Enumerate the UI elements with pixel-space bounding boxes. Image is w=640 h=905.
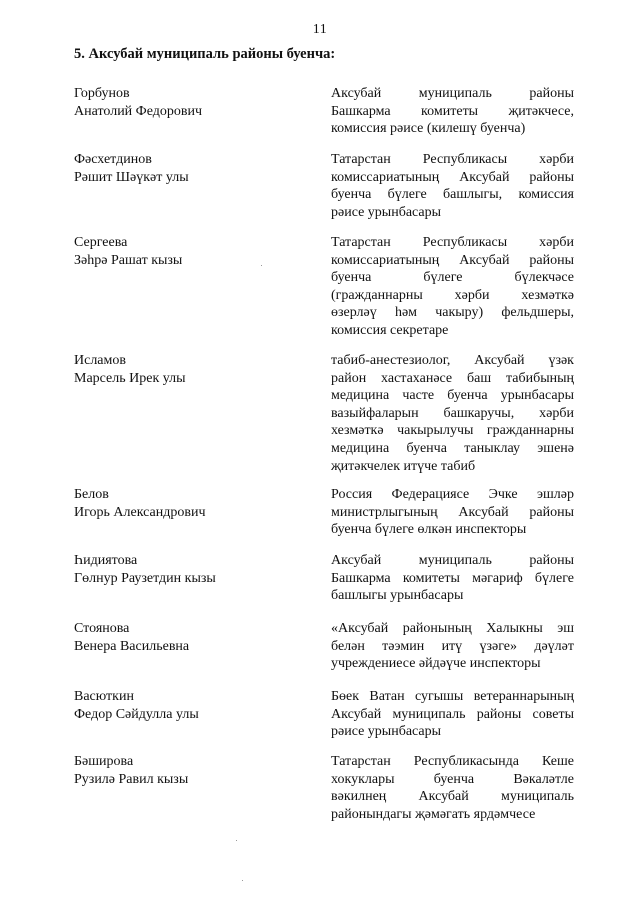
member-surname: Бәширова [74,754,134,769]
member-role [331,486,574,539]
member-role-line: буенча бүлеге бүлекчәсе [331,270,574,286]
member-role-line: комиссариатының Аксубай районы [331,252,574,268]
member-role [331,234,574,340]
member-role-line: вәкилнең Аксубай муниципаль [331,789,574,805]
member-surname: Горбунов [74,86,130,101]
member-role-line: белән тәэмин итү үзәге» дәүләт [331,638,574,654]
member-role-line: «Аксубай районының Халыкны эш [331,621,574,636]
member-name [74,234,314,269]
member-role-line: хезмәткә чакырылучы гражданнарны [331,423,574,439]
member-role [331,552,574,605]
member-given-names: Венера Васильевна [74,638,190,654]
scan-speck [242,880,243,881]
member-role [331,620,574,673]
page-number: 11 [312,22,328,37]
member-name [74,753,314,788]
member-role-line: рәисе урынбасары [331,724,442,740]
section-heading: 5. Аксубай муниципаль районы буенча: [74,46,336,62]
member-name [74,688,314,723]
member-given-names: Рузилә Равил кызы [74,771,189,787]
member-role [331,85,574,138]
member-role-line: район хастаханәсе баш табибының [331,370,574,386]
member-role-line: Бөек Ватан сугышы ветераннарының [331,689,574,704]
member-role-line: медицина часте буенча урынбасары [331,388,574,404]
member-role-line: җитәкчелек итүче табиб [331,458,476,474]
member-role-line: хокуклары буенча Вәкаләтле [331,771,574,787]
member-role-line: комиссия рәисе (килешү буенча) [331,121,526,137]
member-role-line: Татарстан Республикасы хәрби [331,235,574,250]
member-role-line: медицина буенча таныклау эшенә [331,440,574,456]
member-role-line: Аксубай муниципаль районы советы [331,706,574,722]
member-given-names: Марсель Ирек улы [74,370,186,386]
member-surname: Һидиятова [74,553,138,568]
scan-speck [261,265,262,266]
member-role-line: Татарстан Республикасында Кеше [331,754,574,769]
member-role [331,352,574,475]
member-role-line: Татарстан Республикасы хәрби [331,152,574,167]
member-surname: Сергеева [74,235,128,250]
member-role [331,753,574,823]
member-role [331,151,574,221]
member-role-line: районындагы җәмәгать ярдәмчесе [331,806,536,822]
member-surname: Васюткин [74,689,134,704]
member-name [74,352,314,387]
member-given-names: Рәшит Шәүкәт улы [74,169,189,185]
member-given-names: Гөлнур Раузетдин кызы [74,570,216,586]
member-name [74,552,314,587]
member-name [74,620,314,655]
member-name [74,486,314,521]
member-role-line: комиссия секретаре [331,322,449,338]
member-role-line: учреждениесе әйдәүче инспекторы [331,656,541,672]
member-role-line: өзерләү һәм чакыру) фельдшеры, [331,305,574,321]
member-role-line: рәисе урынбасары [331,204,442,220]
scan-speck [236,840,237,841]
member-surname: Стоянова [74,621,130,636]
member-role-line: Аксубай муниципаль районы [331,553,574,568]
member-surname: Фәсхетдинов [74,152,152,167]
member-role [331,688,574,741]
member-role-line: табиб-анестезиолог, Аксубай үзәк [331,353,574,368]
member-role-line: Башкарма комитеты җитәкчесе, [331,103,574,119]
member-role-line: (гражданнарны хәрби хезмәткә [331,287,574,303]
member-role-line: Башкарма комитеты мәгариф бүлеге [331,570,574,586]
member-role-line: башлыгы урынбасары [331,588,464,604]
member-surname: Исламов [74,353,126,368]
member-role-line: комиссариатының Аксубай районы [331,169,574,185]
member-surname: Белов [74,487,109,502]
member-name [74,151,314,186]
member-given-names: Анатолий Федорович [74,103,203,119]
member-given-names: Игорь Александрович [74,504,206,520]
member-given-names: Зәһрә Рашат кызы [74,252,183,268]
member-role-line: Аксубай муниципаль районы [331,86,574,101]
member-role-line: министрлыгының Аксубай районы [331,504,574,520]
member-role-line: вазыйфаларын башкаручы, хәрби [331,405,574,421]
member-role-line: Россия Федерациясе Эчке эшләр [331,487,574,502]
member-role-line: буенча бүлеге башлыгы, комиссия [331,187,574,203]
member-name [74,85,314,120]
member-given-names: Федор Сәйдулла улы [74,706,199,722]
member-role-line: буенча бүлеге өлкән инспекторы [331,522,527,538]
